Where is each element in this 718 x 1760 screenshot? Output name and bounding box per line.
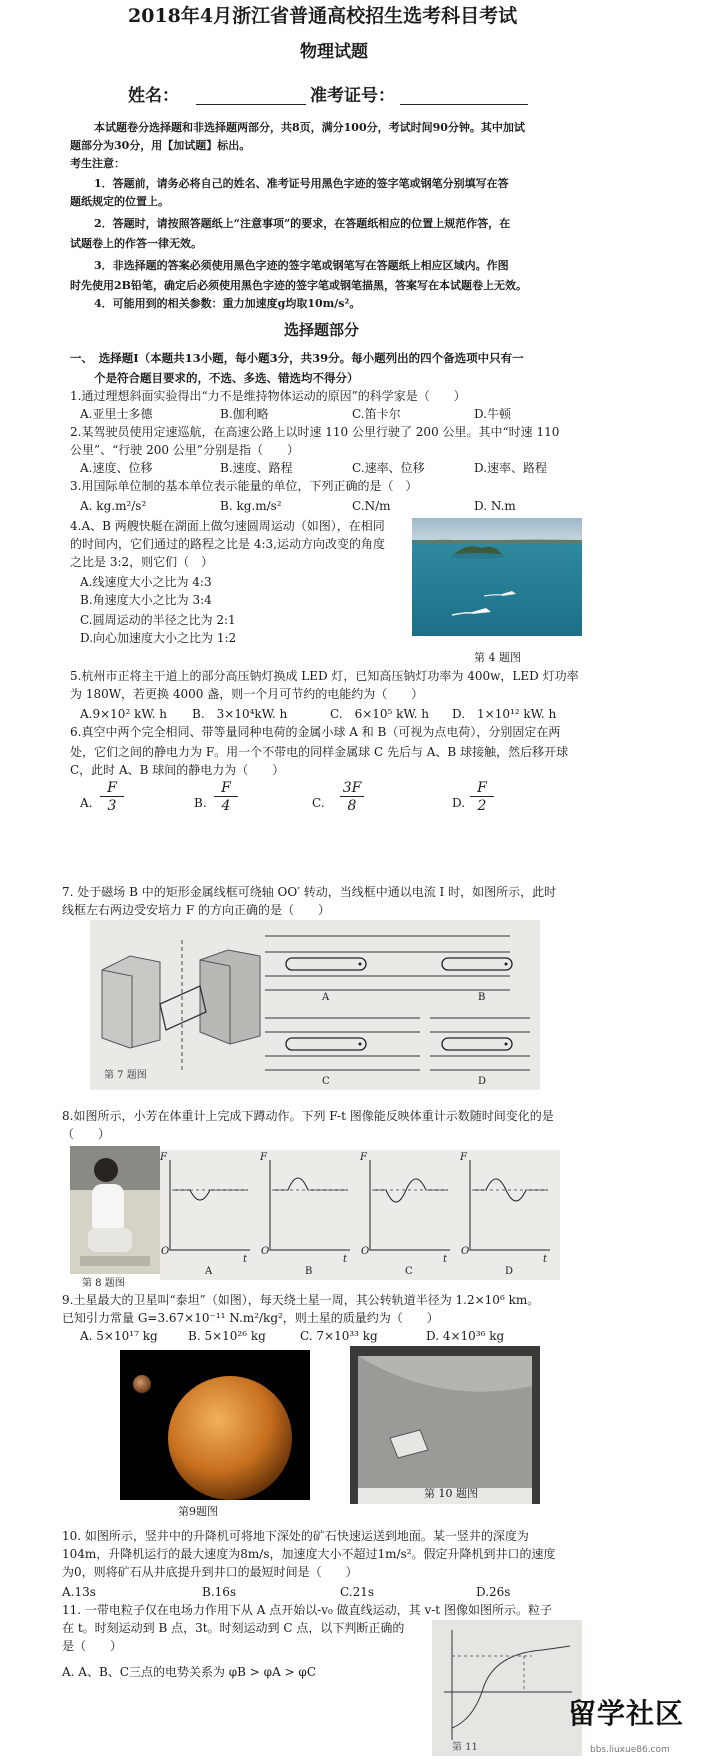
- q8-axis-t-b: t: [343, 1254, 348, 1265]
- q8-axis-t-a: t: [243, 1254, 248, 1265]
- id-blank: [400, 104, 528, 105]
- q4-lake-photo: [412, 518, 582, 636]
- q1-option-a: A.亚里士多德: [80, 407, 153, 421]
- q6-stem-2: 处，它们之间的静电力为 F。用一个不带电的同样金属球 C 先后与 A、B 球接触，然后移开球: [70, 745, 569, 759]
- q8-label-c: C: [405, 1266, 413, 1277]
- watermark-url: bbs.liuxue86.com: [590, 1745, 670, 1755]
- q7-caption: 第 7 题图: [104, 1070, 147, 1081]
- q9-stem-2: 已知引力常量 G=3.67×10⁻¹¹ N.m²/kg²，则土星的质量约为（ ）: [62, 1311, 439, 1325]
- q6-fraction-a: [100, 780, 124, 815]
- q6-fb-numerator: F: [214, 780, 238, 797]
- part1-instruction-2: 个是符合题目要求的，不选、多选、错选均不得分）: [94, 371, 359, 385]
- q8-axis-f-d: F: [460, 1152, 467, 1163]
- q8-graphs: [160, 1150, 560, 1280]
- q11-stem-2: 在 t。时刻运动到 B 点，3t。时刻运动到 C 点，以下判断正确的: [62, 1621, 405, 1635]
- q3-option-c: C.N/m: [352, 499, 391, 513]
- q11-stem-1: 11. 一带电粒子仅在电场力作用下从 A 点开始以-v₀ 做直线运动，其 v-t 图像如图所示。粒子: [62, 1603, 552, 1617]
- q6-fc-numerator: 3F: [340, 780, 364, 797]
- q6-fraction-b: [214, 780, 238, 815]
- intro-line-1: 本试题卷分选择题和非选择题两部分，共8页，满分100分，考试时间90分钟。其中加试: [94, 121, 525, 134]
- q1-option-b: B.伽利略: [220, 407, 269, 421]
- q8-caption: 第 8 题图: [82, 1278, 125, 1289]
- q6-option-d: D.: [452, 796, 466, 810]
- q10-caption: 第 10 题图: [424, 1487, 478, 1500]
- q1-option-d: D.牛顿: [474, 407, 512, 421]
- q3-stem: 3.用国际单位制的基本单位表示能量的单位，下列正确的是（ ）: [70, 479, 418, 493]
- watermark-brand: 留学社区: [568, 1697, 685, 1730]
- q6-fc-denominator: 8: [347, 798, 357, 814]
- q5-option-b: B. 3×10⁴kW. h: [192, 707, 288, 721]
- q2-option-c: C.速率、位移: [352, 461, 425, 475]
- q10-stem-2: 104m，升降机运行的最大速度为8m/s，加速度大小不超过1m/s²。假定升降机到井口的速度: [62, 1547, 556, 1561]
- q6-option-a: A.: [80, 796, 93, 810]
- q8-photo: [70, 1146, 160, 1274]
- q8-axis-o-a: O: [161, 1246, 170, 1257]
- q11-option-a: A. A、B、C三点的电势关系为 φB > φA > φC: [62, 1665, 317, 1679]
- q10-mine-image: [350, 1346, 540, 1504]
- q9-caption: 第9题图: [178, 1505, 218, 1518]
- q7-figure: [90, 920, 540, 1090]
- q9-stem-1: 9.土星最大的卫星叫“泰坦”（如图），每天绕土星一周，其公转轨道半径为 1.2×10⁶ km。: [62, 1293, 540, 1307]
- q11-caption: 第 11: [452, 1742, 478, 1753]
- q1-stem: 1.通过理想斜面实验得出“力不是维持物体运动的原因”的科学家是（ ）: [70, 389, 466, 403]
- q8-label-b: B: [305, 1266, 313, 1277]
- q3-option-d: D. N.m: [474, 499, 516, 513]
- exam-title: 2018年4月浙江省普通高校招生选考科目考试: [128, 5, 518, 27]
- q5-option-a: A.9×10² kW. h: [80, 707, 167, 721]
- q10-option-b: B.16s: [202, 1585, 237, 1599]
- q4-stem-3: 之比是 3:2，则它们（ ）: [70, 555, 214, 569]
- q9-option-c: C. 7×10³³ kg: [300, 1329, 378, 1343]
- q2-option-d: D.速率、路程: [474, 461, 548, 475]
- q3-option-a: A. kg.m²/s²: [80, 499, 147, 513]
- q4-stem-2: 的时间内，它们通过的路程之比是 4:3,运动方向改变的角度: [70, 537, 385, 551]
- q11-vt-graph: [432, 1620, 582, 1756]
- note-2a: 2．答题时，请按照答题纸上“注意事项”的要求，在答题纸相应的位置上规范作答，在: [94, 217, 511, 230]
- intro-line-2: 题部分为30分，用【加试题】标出。: [70, 139, 251, 152]
- q8-stem-1: 8.如图所示，小芳在体重计上完成下蹲动作。下列 F-t 图像能反映体重计示数随时间变化的是: [62, 1109, 554, 1123]
- q2-stem-2: 公里”、“行驶 200 公里”分别是指（ ）: [70, 443, 299, 457]
- q4-option-d: D.向心加速度大小之比为 1:2: [80, 631, 237, 645]
- q8-axis-f-a: F: [160, 1152, 167, 1163]
- q5-stem-1: 5.杭州市正将主干道上的部分高压钠灯换成 LED 灯，已知高压钠灯功率为 400w，LED 灯功率: [70, 669, 579, 683]
- q6-fd-denominator: 2: [477, 798, 487, 814]
- q2-option-b: B.速度、路程: [220, 461, 293, 475]
- q7-label-c: C: [322, 1076, 330, 1087]
- q6-stem-1: 6.真空中两个完全相同、带等量同种电荷的金属小球 A 和 B（可视为点电荷），分别固定在两: [70, 725, 561, 739]
- note-1a: 1．答题前，请务必将自己的姓名、准考证号用黑色字迹的签字笔或钢笔分别填写在答: [94, 177, 509, 190]
- q6-option-c: C.: [312, 796, 325, 810]
- q6-fraction-c: [340, 780, 364, 815]
- q8-label-d: D: [505, 1266, 514, 1277]
- q8-axis-t-c: t: [443, 1254, 448, 1265]
- q8-axis-f-c: F: [360, 1152, 367, 1163]
- note-1b: 题纸规定的位置上。: [70, 195, 169, 208]
- q5-stem-2: 为 180W，若更换 4000 盏，则一个月可节约的电能约为（ ）: [70, 687, 424, 701]
- q4-stem-1: 4.A、B 两艘快艇在湖面上做匀速圆周运动（如图），在相同: [70, 519, 385, 533]
- q8-label-a: A: [205, 1266, 213, 1277]
- section-title: 选择题部分: [284, 321, 360, 339]
- q6-option-b: B.: [194, 796, 207, 810]
- q8-axis-o-b: O: [261, 1246, 270, 1257]
- part1-instruction-1: 一、 选择题Ⅰ（本题共13小题，每小题3分，共39分。每小题列出的四个备选项中只有一: [70, 351, 524, 365]
- q9-option-a: A. 5×10¹⁷ kg: [80, 1329, 158, 1343]
- q6-stem-3: C，此时 A、B 球间的静电力为（ ）: [70, 763, 285, 777]
- q5-option-c: C. 6×10⁵ kW. h: [330, 707, 430, 721]
- exam-subtitle: 物理试题: [300, 42, 368, 62]
- q5-option-d: D. 1×10¹² kW. h: [452, 707, 557, 721]
- q11-stem-3: 是（ ）: [62, 1639, 123, 1653]
- q8-axis-o-c: O: [361, 1246, 370, 1257]
- q9-titan-image: [120, 1350, 310, 1500]
- q2-option-a: A.速度、位移: [80, 461, 153, 475]
- q7-stem-2: 线框左右两边受安培力 F 的方向正确的是（ ）: [62, 903, 330, 917]
- q7-stem-1: 7. 处于磁场 B 中的矩形金属线框可绕轴 OO′ 转动，当线框中通以电流 I 时，如图所示，此时: [62, 885, 557, 899]
- q8-axis-o-d: O: [461, 1246, 470, 1257]
- q9-option-b: B. 5×10²⁶ kg: [188, 1329, 266, 1343]
- q4-option-c: C.圆周运动的半径之比为 2:1: [80, 613, 236, 627]
- note-2b: 试题卷上的作答一律无效。: [70, 237, 202, 250]
- q8-axis-t-d: t: [543, 1254, 548, 1265]
- q10-option-d: D.26s: [476, 1585, 511, 1599]
- q7-label-a: A: [322, 992, 330, 1003]
- q6-fa-denominator: 3: [107, 798, 117, 814]
- notes-title: 考生注意：: [70, 157, 125, 170]
- q8-axis-f-b: F: [260, 1152, 267, 1163]
- name-label: 姓名：: [128, 86, 179, 106]
- q8-stem-2: （ ）: [62, 1127, 111, 1141]
- note-4: 4．可能用到的相关参数：重力加速度g均取10m/s²。: [94, 297, 361, 310]
- q3-option-b: B. kg.m/s²: [220, 499, 282, 513]
- q10-stem-3: 为0，则将矿石从井底提升到井口的最短时间是（ ）: [62, 1565, 358, 1579]
- q1-option-c: C.笛卡尔: [352, 407, 401, 421]
- q6-fraction-d: [470, 780, 494, 815]
- q6-fa-numerator: F: [100, 780, 124, 797]
- q2-stem-1: 2.某驾驶员使用定速巡航，在高速公路上以时速 110 公里行驶了 200 公里。其中“时速 110: [70, 425, 560, 439]
- q10-stem-1: 10. 如图所示，竖井中的升降机可将地下深处的矿石快速运送到地面。某一竖井的深度为: [62, 1529, 529, 1543]
- note-3b: 时先使用2B铅笔，确定后必须使用黑色字迹的签字笔或钢笔描黑，答案写在本试题卷上无效。: [70, 279, 527, 292]
- q9-option-d: D. 4×10³⁶ kg: [426, 1329, 505, 1343]
- q4-option-a: A.线速度大小之比为 4:3: [80, 575, 212, 589]
- q10-option-c: C.21s: [340, 1585, 374, 1599]
- q4-caption: 第 4 题图: [474, 651, 521, 664]
- q4-option-b: B.角速度大小之比为 3:4: [80, 593, 212, 607]
- q7-label-d: D: [478, 1076, 487, 1087]
- q10-option-a: A.13s: [62, 1585, 96, 1599]
- q6-fb-denominator: 4: [221, 798, 231, 814]
- q7-label-b: B: [478, 992, 486, 1003]
- note-3a: 3．非选择题的答案必须使用黑色字迹的签字笔或钢笔写在答题纸上相应区域内。作图: [94, 259, 509, 272]
- name-blank: [196, 104, 306, 105]
- q6-fd-numerator: F: [470, 780, 494, 797]
- id-label: 准考证号：: [310, 86, 395, 106]
